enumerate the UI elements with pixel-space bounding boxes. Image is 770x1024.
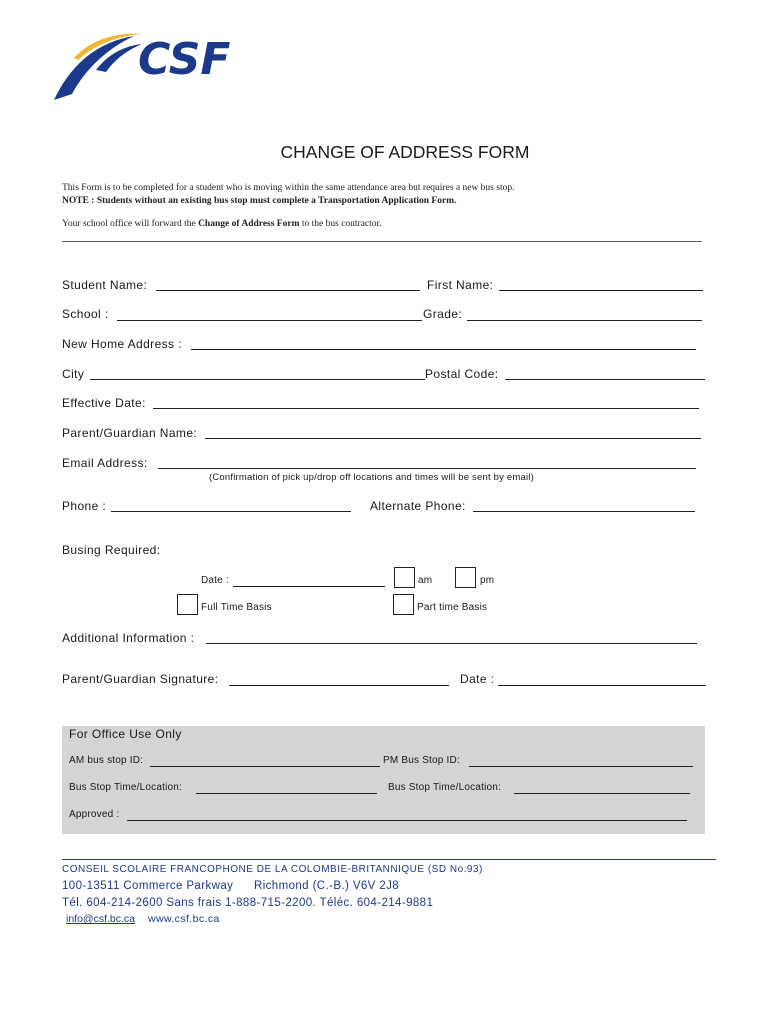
phone-field[interactable] [111, 511, 351, 512]
office-use-heading: For Office Use Only [69, 727, 182, 741]
header-divider [62, 241, 702, 242]
effective-date-field[interactable] [153, 408, 699, 409]
signature-date-field[interactable] [498, 685, 706, 686]
footer-divider [62, 859, 716, 860]
bus-stop-time-label-2: Bus Stop Time/Location: [388, 782, 501, 793]
approved-label: Approved : [69, 809, 120, 820]
intro-forward: Your school office will forward the Change of Address Form to the bus contractor. [62, 219, 382, 229]
email-address-label: Email Address: [62, 456, 148, 470]
grade-field[interactable] [467, 320, 702, 321]
logo-text: CSF [138, 34, 231, 85]
office-use-panel [62, 726, 705, 834]
am-bus-stop-label: AM bus stop ID: [69, 755, 144, 766]
alternate-phone-field[interactable] [473, 511, 695, 512]
student-name-field[interactable] [156, 290, 420, 291]
additional-information-label: Additional Information : [62, 631, 195, 645]
part-time-basis-label: Part time Basis [417, 602, 488, 613]
school-field[interactable] [117, 320, 422, 321]
pm-bus-stop-label: PM Bus Stop ID: [383, 755, 460, 766]
email-confirmation-note: (Confirmation of pick up/drop off locations and times will be sent by email) [209, 472, 534, 483]
city-label: City [62, 367, 85, 381]
grade-label: Grade: [423, 307, 463, 321]
postal-code-field[interactable] [505, 379, 705, 380]
full-time-basis-checkbox[interactable] [177, 594, 198, 615]
busing-required-heading: Busing Required: [62, 543, 161, 557]
am-label: am [418, 575, 433, 586]
bus-stop-time-label-1: Bus Stop Time/Location: [69, 782, 182, 793]
footer-email-link[interactable]: info@csf.bc.ca [66, 913, 136, 925]
footer-city: Richmond (C.-B.) V6V 2J8 [254, 880, 400, 892]
pm-checkbox[interactable] [455, 567, 476, 588]
signature-field[interactable] [229, 685, 449, 686]
alternate-phone-label: Alternate Phone: [370, 499, 466, 513]
signature-label: Parent/Guardian Signature: [62, 672, 219, 686]
signature-date-label: Date : [460, 672, 495, 686]
am-checkbox[interactable] [394, 567, 415, 588]
footer-website-link[interactable]: www.csf.bc.ca [148, 913, 220, 925]
busing-date-field[interactable] [233, 586, 385, 587]
student-name-label: Student Name: [62, 278, 148, 292]
am-bus-stop-field[interactable] [150, 766, 380, 767]
footer-address: 100-13511 Commerce Parkway [62, 880, 234, 892]
postal-code-label: Postal Code: [425, 367, 499, 381]
first-name-field[interactable] [499, 290, 703, 291]
parent-guardian-name-field[interactable] [205, 438, 701, 439]
parent-guardian-name-label: Parent/Guardian Name: [62, 426, 198, 440]
bus-stop-time-field-2[interactable] [514, 793, 690, 794]
approved-field[interactable] [127, 820, 687, 821]
new-home-address-label: New Home Address : [62, 337, 182, 351]
bus-stop-time-field-1[interactable] [196, 793, 377, 794]
effective-date-label: Effective Date: [62, 396, 146, 410]
additional-information-field[interactable] [206, 643, 697, 644]
intro-text: This Form is to be completed for a student who is moving within the same attendance area but requires a new bus stop. [62, 183, 515, 193]
footer-org: CONSEIL SCOLAIRE FRANCOPHONE DE LA COLOMBIE-BRITANNIQUE (SD No.93) [62, 864, 483, 875]
phone-label: Phone : [62, 499, 107, 513]
full-time-basis-label: Full Time Basis [201, 602, 272, 613]
email-address-field[interactable] [158, 468, 696, 469]
school-label: School : [62, 307, 109, 321]
footer-phones: Tél. 604-214-2600 Sans frais 1-888-715-2200. Téléc. 604-214-9881 [62, 897, 434, 909]
busing-date-label: Date : [201, 575, 229, 586]
part-time-basis-checkbox[interactable] [393, 594, 414, 615]
csf-logo [52, 24, 248, 104]
pm-bus-stop-field[interactable] [469, 766, 693, 767]
new-home-address-field[interactable] [191, 349, 696, 350]
pm-label: pm [480, 575, 495, 586]
city-field[interactable] [90, 379, 425, 380]
first-name-label: First Name: [427, 278, 494, 292]
csf-logo-mark [52, 24, 248, 104]
form-title: CHANGE OF ADDRESS FORM [280, 142, 530, 162]
intro-note: NOTE : Students without an existing bus stop must complete a Transportation Application Form. [62, 196, 457, 206]
